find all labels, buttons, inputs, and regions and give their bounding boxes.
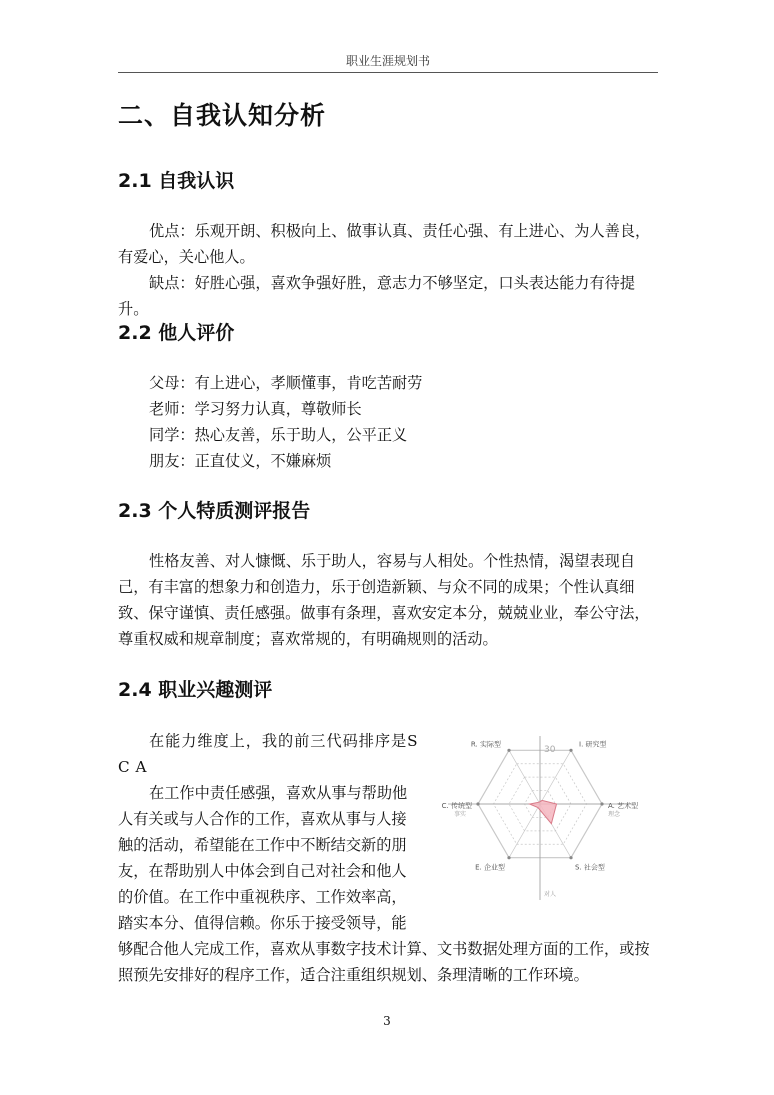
radar-max-label: 30 bbox=[544, 745, 556, 755]
interest-intro-line bbox=[118, 728, 418, 754]
radar-axis-dot bbox=[569, 856, 572, 859]
radar-axis-end-label: 对人 bbox=[544, 891, 557, 898]
radar-axis-label: A. 艺术型 bbox=[608, 802, 639, 810]
page-header: 职业生涯规划书 bbox=[345, 54, 430, 68]
heading-2-4: 2.4 职业兴趣测评 bbox=[118, 679, 273, 701]
code-first-letter: S bbox=[407, 732, 418, 750]
header-divider bbox=[118, 72, 658, 73]
radar-axis-dot bbox=[507, 856, 510, 859]
radar-axis-dot bbox=[476, 802, 479, 805]
interest-description: 在工作中责任感强，喜欢从事与帮助他人有关或与人合作的工作，喜欢从事与人接触的活动，希望能在工作中不断结交新的朋友，在帮助别人中体会到自己对社会和他人的价值。在工作中重视秩序、工作效率高，踏实本分、值得信赖。你乐于接受领导，能 bbox=[118, 784, 408, 932]
interest-text bbox=[118, 728, 418, 936]
section-title: 二、自我认知分析 bbox=[118, 101, 327, 130]
strengths-paragraph: 优点：乐观开朗、积极向上、做事认真、责任心强、有上进心、为人善良，有爱心，关心他人。 bbox=[118, 222, 651, 266]
interest-intro: 在能力维度上，我的前三代码排序是 bbox=[149, 732, 408, 750]
heading-2-1: 2.1 自我认识 bbox=[118, 170, 235, 192]
evaluation-item: 同学：热心友善，乐于助人，公平正义 bbox=[149, 426, 408, 444]
evaluation-item: 朋友：正直仗义，不嫌麻烦 bbox=[149, 452, 332, 470]
radar-chart bbox=[420, 730, 660, 912]
radar-axis-dot bbox=[507, 749, 510, 752]
radar-data-polygon bbox=[530, 800, 557, 823]
radar-axis-dot bbox=[569, 749, 572, 752]
heading-2-2: 2.2 他人评价 bbox=[118, 322, 235, 344]
heading-2-3: 2.3 个人特质测评报告 bbox=[118, 500, 311, 522]
code-rest: C A bbox=[118, 758, 147, 776]
interest-description-continued: 够配合他人完成工作，喜欢从事数字技术计算、文书数据处理方面的工作，或按照预先安排好的程序工作，适合注重组织规划、条理清晰的工作环境。 bbox=[118, 940, 650, 984]
traits-paragraph: 性格友善、对人慷慨、乐于助人，容易与人相处。个性热情，渴望表现自己，有丰富的想象力和创造力，乐于创造新颖、与众不同的成果；个性认真细致、保守谨慎、责任感强。做事有条理，喜欢安定本分，兢兢业业，奉公守法，尊重权威和规章制度；喜欢常规的，有明确规则的活动。 bbox=[118, 552, 650, 648]
radar-axis-label: R. 实际型 bbox=[470, 740, 501, 749]
radar-axis-end-label: 理念 bbox=[608, 811, 621, 818]
evaluation-item: 老师：学习努力认真，尊敬师长 bbox=[149, 400, 362, 418]
radar-axis-end-label: 事实 bbox=[454, 811, 467, 818]
radar-axis-label: E. 企业型 bbox=[475, 863, 505, 872]
radar-axis-label: C. 传统型 bbox=[441, 802, 472, 810]
page-number: 3 bbox=[383, 1014, 391, 1028]
radar-spokes bbox=[448, 736, 632, 900]
evaluation-item: 父母：有上进心，孝顺懂事，肯吃苦耐劳 bbox=[149, 374, 423, 392]
radar-axis-label: S. 社会型 bbox=[575, 863, 605, 872]
weaknesses-paragraph: 缺点：好胜心强，喜欢争强好胜，意志力不够坚定，口头表达能力有待提升。 bbox=[118, 274, 635, 318]
radar-axis-dot bbox=[600, 802, 603, 805]
radar-axis-label: I. 研究型 bbox=[579, 740, 607, 749]
